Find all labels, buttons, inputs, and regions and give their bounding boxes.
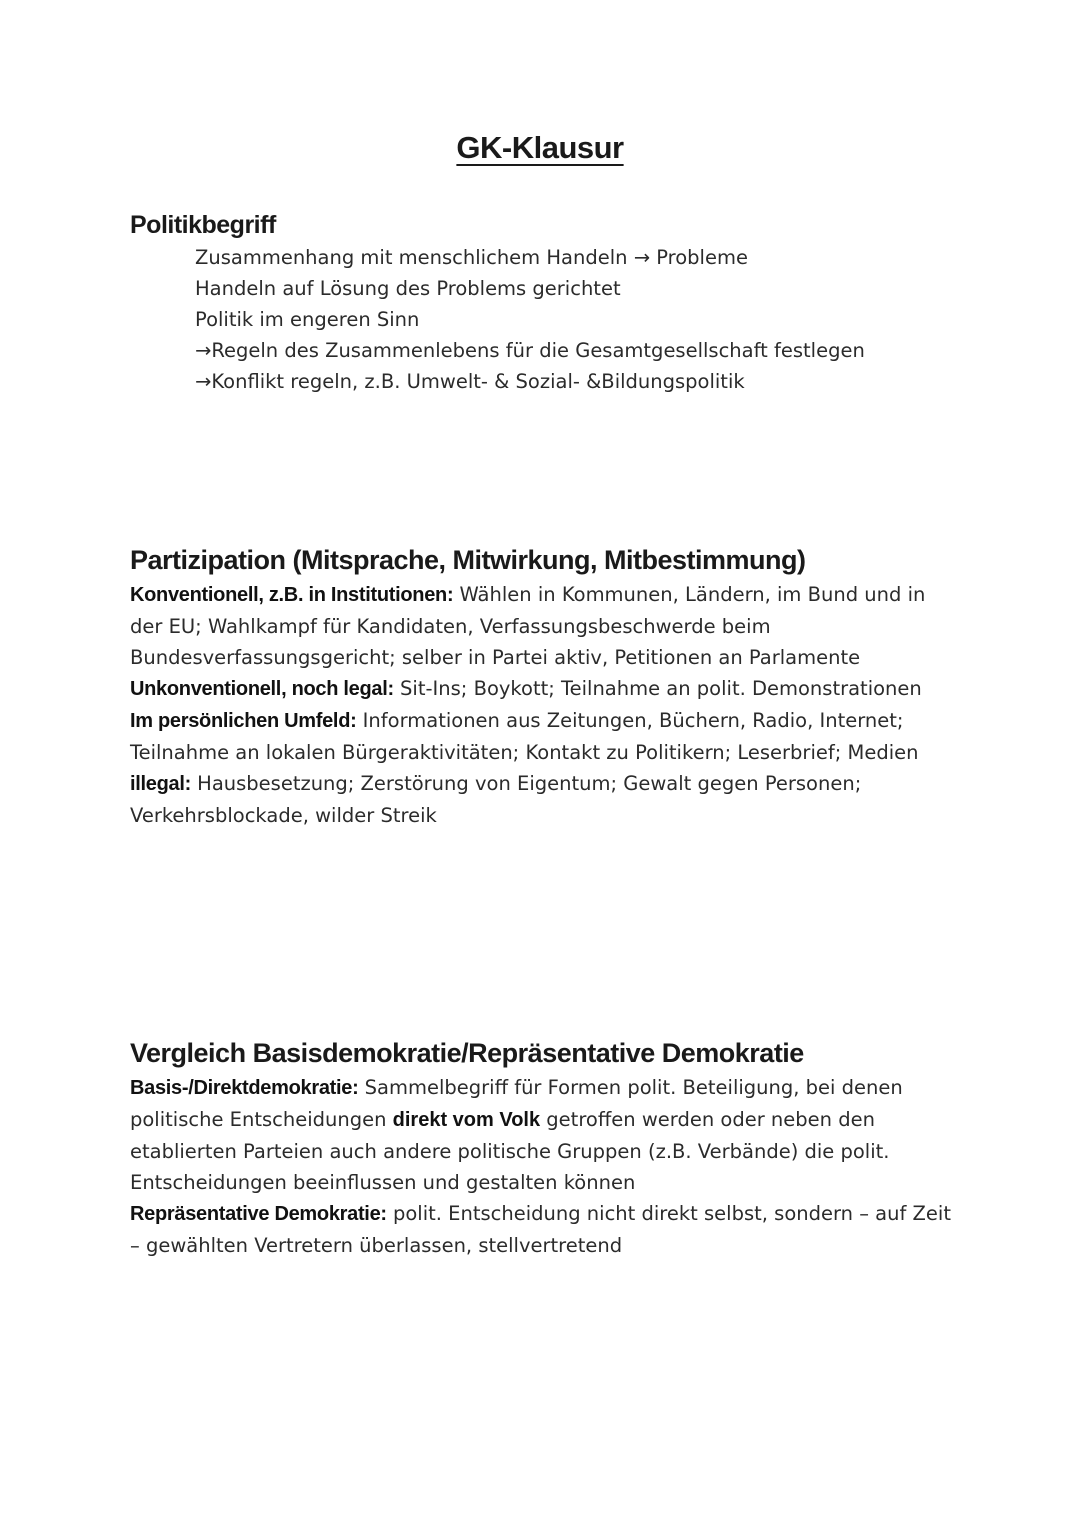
partizipation-entry-konventionell	[130, 579, 960, 673]
entry-text: Informationen aus Zeitungen, Büchern, Radio, Internet; Teilnahme an lokalen Bürgeraktivitäten; Kontakt zu Politikern; Leserbrief; Medien	[130, 709, 919, 764]
entry-term: Repräsentative Demokratie:	[130, 1203, 387, 1225]
entry-term: Im persönlichen Umfeld:	[130, 710, 357, 732]
entry-text: Sit-Ins; Boykott; Teilnahme an polit. Demonstrationen	[393, 677, 922, 700]
section-heading-politikbegriff: Politikbegriff	[130, 211, 276, 239]
section-partizipation	[130, 541, 960, 831]
entry-text: polit. Entscheidung nicht direkt selbst, sondern – auf Zeit – gewählten Vertretern überlassen, stellvertretend	[130, 1202, 951, 1257]
politikbegriff-line: Politik im engeren Sinn	[195, 308, 420, 331]
partizipation-entry-persoenlich	[130, 705, 960, 768]
section-heading-partizipation: Partizipation (Mitsprache, Mitwirkung, Mitbestimmung)	[130, 545, 806, 575]
politikbegriff-line: →Regeln des Zusammenlebens für die Gesamtgesellschaft festlegen	[195, 339, 865, 362]
politikbegriff-line: Zusammenhang mit menschlichem Handeln → Probleme	[195, 246, 748, 269]
section-politikbegriff	[130, 208, 960, 397]
entry-emphasis: direkt vom Volk	[392, 1109, 541, 1131]
partizipation-entry-unkonventionell	[130, 673, 960, 705]
section-vergleich	[130, 1034, 960, 1261]
politikbegriff-line: Handeln auf Lösung des Problems gerichtet	[195, 277, 621, 300]
entry-term: illegal:	[130, 773, 191, 795]
entry-text: Hausbesetzung; Zerstörung von Eigentum; Gewalt gegen Personen; Verkehrsblockade, wilder Streik	[130, 772, 862, 827]
entry-term: Konventionell, z.B. in Institutionen:	[130, 584, 454, 606]
entry-term: Basis-/Direktdemokratie:	[130, 1077, 359, 1099]
politikbegriff-line: →Konflikt regeln, z.B. Umwelt- & Sozial- &Bildungspolitik	[195, 370, 745, 393]
politikbegriff-lines	[195, 242, 960, 397]
vergleich-entry-repraesentativ	[130, 1198, 960, 1261]
entry-text: getroffen werden oder neben den etablierten Parteien auch andere politische Gruppen (z.B. Verbände) die polit. Entscheidungen beeinflussen und gestalten können	[130, 1108, 890, 1194]
section-heading-vergleich: Vergleich Basisdemokratie/Repräsentative Demokratie	[130, 1038, 804, 1068]
entry-text: Sammelbegriff für Formen polit. Beteiligung, bei denen politische Entscheidungen	[130, 1076, 903, 1131]
partizipation-entry-illegal	[130, 768, 960, 831]
vergleich-entry-basisdemokratie	[130, 1072, 960, 1198]
document-title: GK-Klausur	[456, 130, 624, 165]
entry-text: Wählen in Kommunen, Ländern, im Bund und in der EU; Wahlkampf für Kandidaten, Verfassungsbeschwerde beim Bundesverfassungsgericht; selber in Partei aktiv, Petitionen an Parlamente	[130, 583, 926, 669]
entry-term: Unkonventionell, noch legal:	[130, 678, 394, 700]
